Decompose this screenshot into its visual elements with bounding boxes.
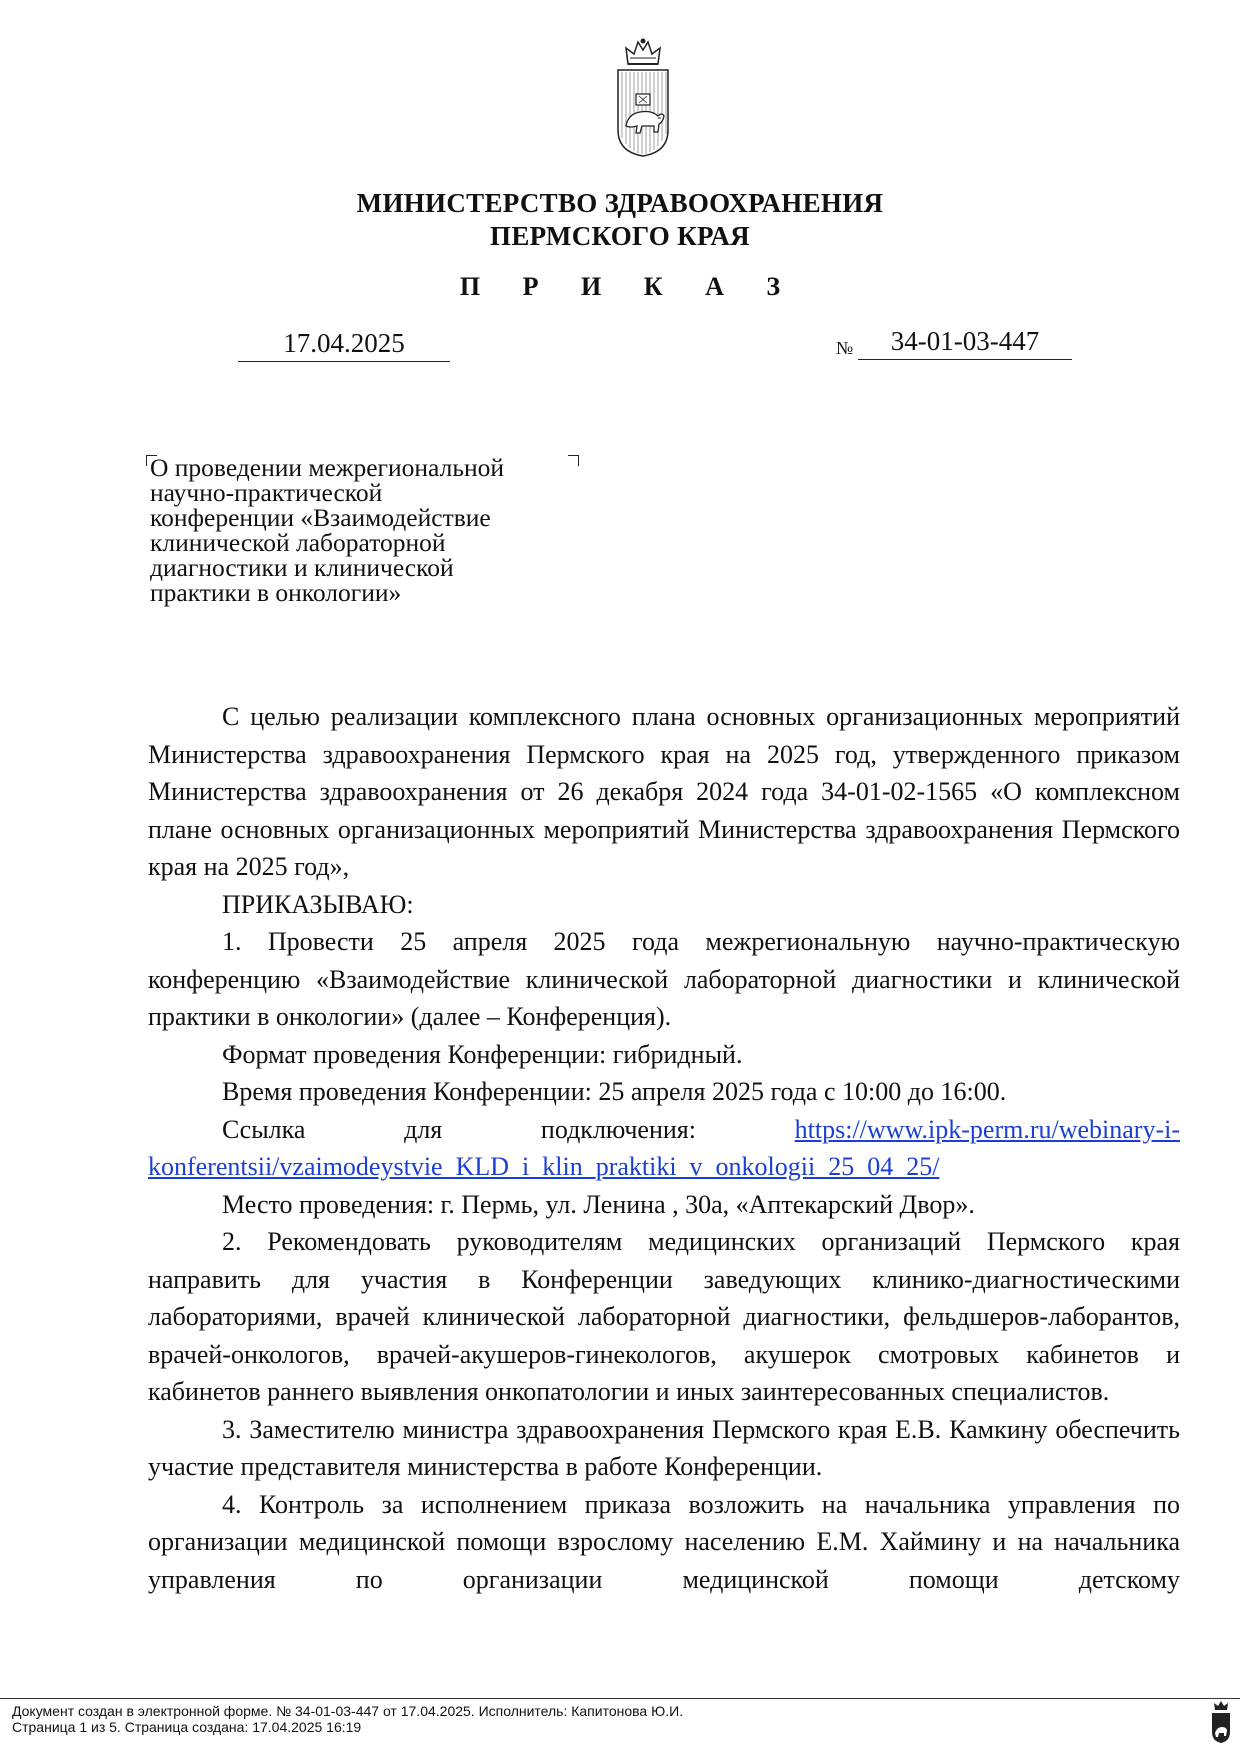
format-paragraph: Формат проведения Конференции: гибридный. [222, 1039, 743, 1069]
link-label: Ссылка для подключения: [222, 1114, 696, 1144]
subject-line: научно-практической [150, 478, 383, 507]
intro-paragraph: С целью реализации комплексного плана основных организационных мероприятий Министерства здравоохранения Пермского края на 2025 год, утвержденного приказом Министерства здравоохранения от 26 декабря 2024 года 34-01-02-1565 «О комплексном плане основных организационных мероприятий Министерства здравоохранения Пермского края на 2025 год», [148, 702, 1180, 881]
time-paragraph: Время проведения Конференции: 25 апреля 2025 года с 10:00 до 16:00. [222, 1077, 1007, 1106]
item-1-paragraph: 1. Провести 25 апреля 2025 года межрегиональную научно-практическую конференцию «Взаимодействие клинической лабораторной диагностики и клинической практики в онкологии» (далее – Конференция). [148, 927, 1180, 1031]
item-2-paragraph: 2. Рекомендовать руководителям медицинских организаций Пермского края направить для участия в Конференции заведующих клинико-диагностическими лабораториями, врачей клинической лабораторной диагностики, фельдшеров-лаборантов, врачей-онкологов, врачей-акушеров-гинекологов, акушерок смотровых кабинетов и кабинетов раннего выявления онкопатологии и иных заинтересованных специалистов. [148, 1227, 1180, 1406]
footer-line-1: Документ создан в электронной форме. № 34-01-03-447 от 17.04.2025. Исполнитель: Капитонова Ю.И. [12, 1703, 684, 1719]
subject-line: практики в онкологии» [150, 578, 402, 607]
order-number: 34-01-03-447 [858, 325, 1072, 360]
connection-link[interactable]: https://www.ipk-perm.ru/webinary-i-konferentsii/vzaimodeystvie_KLD_i_klin_praktiki_v_onkologii_25_04_25/ [148, 1114, 1180, 1181]
subject-line: О проведении межрегиональной [150, 453, 504, 482]
ministry-name-line1: МИНИСТЕРСТВО ЗДРАВООХРАНЕНИЯ [356, 188, 884, 218]
ministry-name-line2: ПЕРМСКОГО КРАЯ [490, 221, 750, 251]
place-paragraph: Место проведения: г. Пермь, ул. Ленина , 30а, «Аптекарский Двор». [222, 1189, 975, 1219]
link-paragraph [148, 1111, 1180, 1186]
footer-line-2: Страница 1 из 5. Страница создана: 17.04.2025 16:19 [12, 1719, 362, 1735]
subject-line: конференции «Взаимодействие [150, 503, 491, 532]
footer-emblem-icon [1210, 1700, 1232, 1744]
order-subject [150, 455, 570, 605]
order-body [148, 698, 1180, 1598]
coat-of-arms-icon [612, 38, 674, 158]
item-4-paragraph: 4. Контроль за исполнением приказа возложить на начальника управления по организации медицинской помощи взрослому населению Е.М. Хаймину и на начальника управления по организации медицинской помощи детскому [148, 1489, 1180, 1594]
order-word: ПРИКАЗЫВАЮ: [222, 889, 414, 919]
number-sign: № [836, 338, 854, 358]
order-date: 17.04.2025 [238, 327, 450, 362]
subject-line: диагностики и клинической [150, 553, 454, 582]
document-type-title: П Р И К А З [459, 272, 799, 301]
subject-line: клинической лабораторной [150, 528, 446, 557]
footer-divider [0, 1698, 1240, 1699]
footer [12, 1703, 683, 1735]
item-3-paragraph: 3. Заместителю министра здравоохранения Пермского края Е.В. Камкину обеспечить участие представителя министерства в работе Конференции. [148, 1414, 1180, 1481]
